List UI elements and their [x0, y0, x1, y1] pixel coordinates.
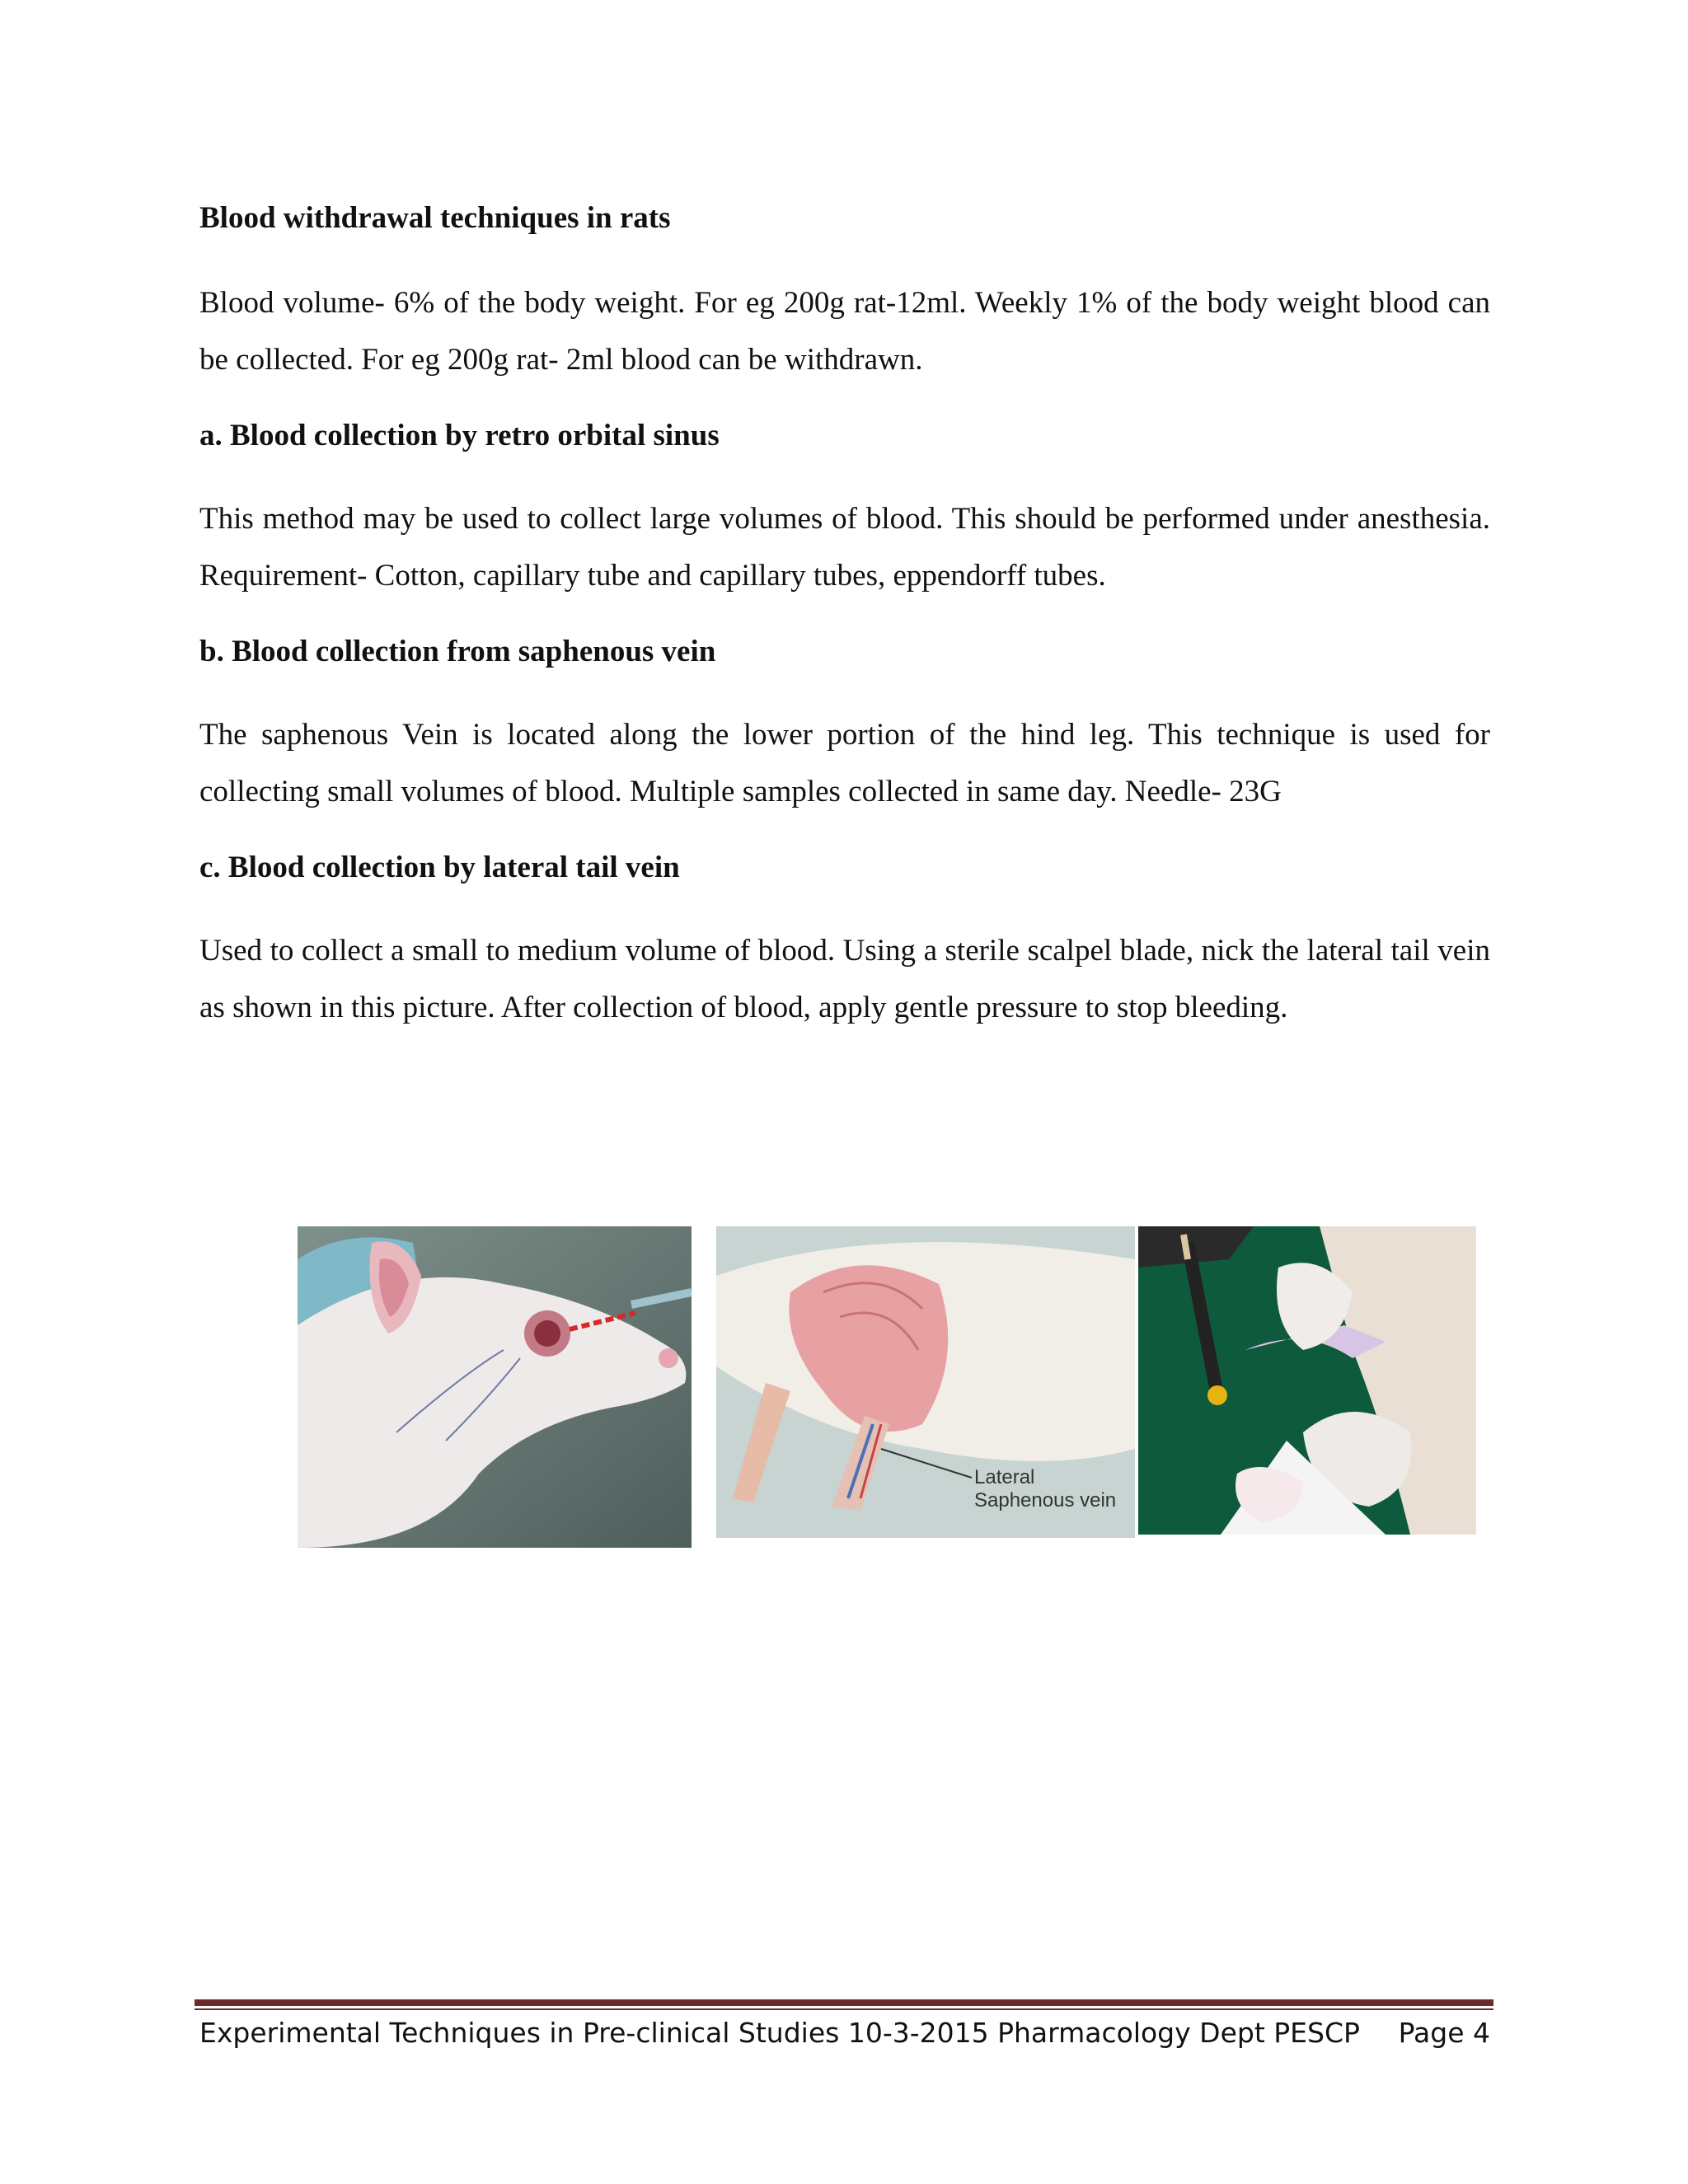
footer-rule-thin	[195, 2008, 1493, 2010]
section-heading-saphenous: b. Blood collection from saphenous vein	[199, 635, 716, 668]
section-heading-tail-vein: c. Blood collection by lateral tail vein	[199, 851, 680, 884]
footer-title: Experimental Techniques in Pre-clinical Studies 10-3-2015 Pharmacology Dept PESCP	[199, 2017, 1360, 2049]
section-heading-retro-orbital: a. Blood collection by retro orbital sinus	[199, 419, 720, 452]
section-body-tail-vein: Used to collect a small to medium volume of blood. Using a sterile scalpel blade, nick the lateral tail vein as shown in this picture. After collection of blood, apply gentle pressure to stop bleeding.	[199, 934, 1490, 1024]
retro-orbital-illustration	[298, 1226, 692, 1548]
page-content	[199, 198, 1490, 1036]
section-body-saphenous: The saphenous Vein is located along the lower portion of the hind leg. This technique is used for collecting small volumes of blood. Multiple samples collected in same day. Needle- 23G	[199, 718, 1490, 808]
page-number: Page 4	[1398, 2017, 1490, 2049]
saphenous-vein-illustration	[716, 1226, 1135, 1538]
page-title: Blood withdrawal techniques in rats	[199, 201, 671, 235]
saphenous-label-line2: Saphenous vein	[974, 1489, 1117, 1511]
section-body-retro-orbital: This method may be used to collect large volumes of blood. This should be performed under anesthesia. Requirement- Cotton, capillary tube and capillary tubes, eppendorff tubes.	[199, 502, 1490, 593]
saphenous-label-line1: Lateral	[974, 1466, 1035, 1488]
intro-paragraph: Blood volume- 6% of the body weight. For eg 200g rat-12ml. Weekly 1% of the body weight blood can be collected. For eg 200g rat- 2ml blood can be withdrawn.	[199, 286, 1490, 377]
tail-vein-photo	[1138, 1226, 1476, 1535]
footer-rule	[195, 1999, 1493, 2006]
